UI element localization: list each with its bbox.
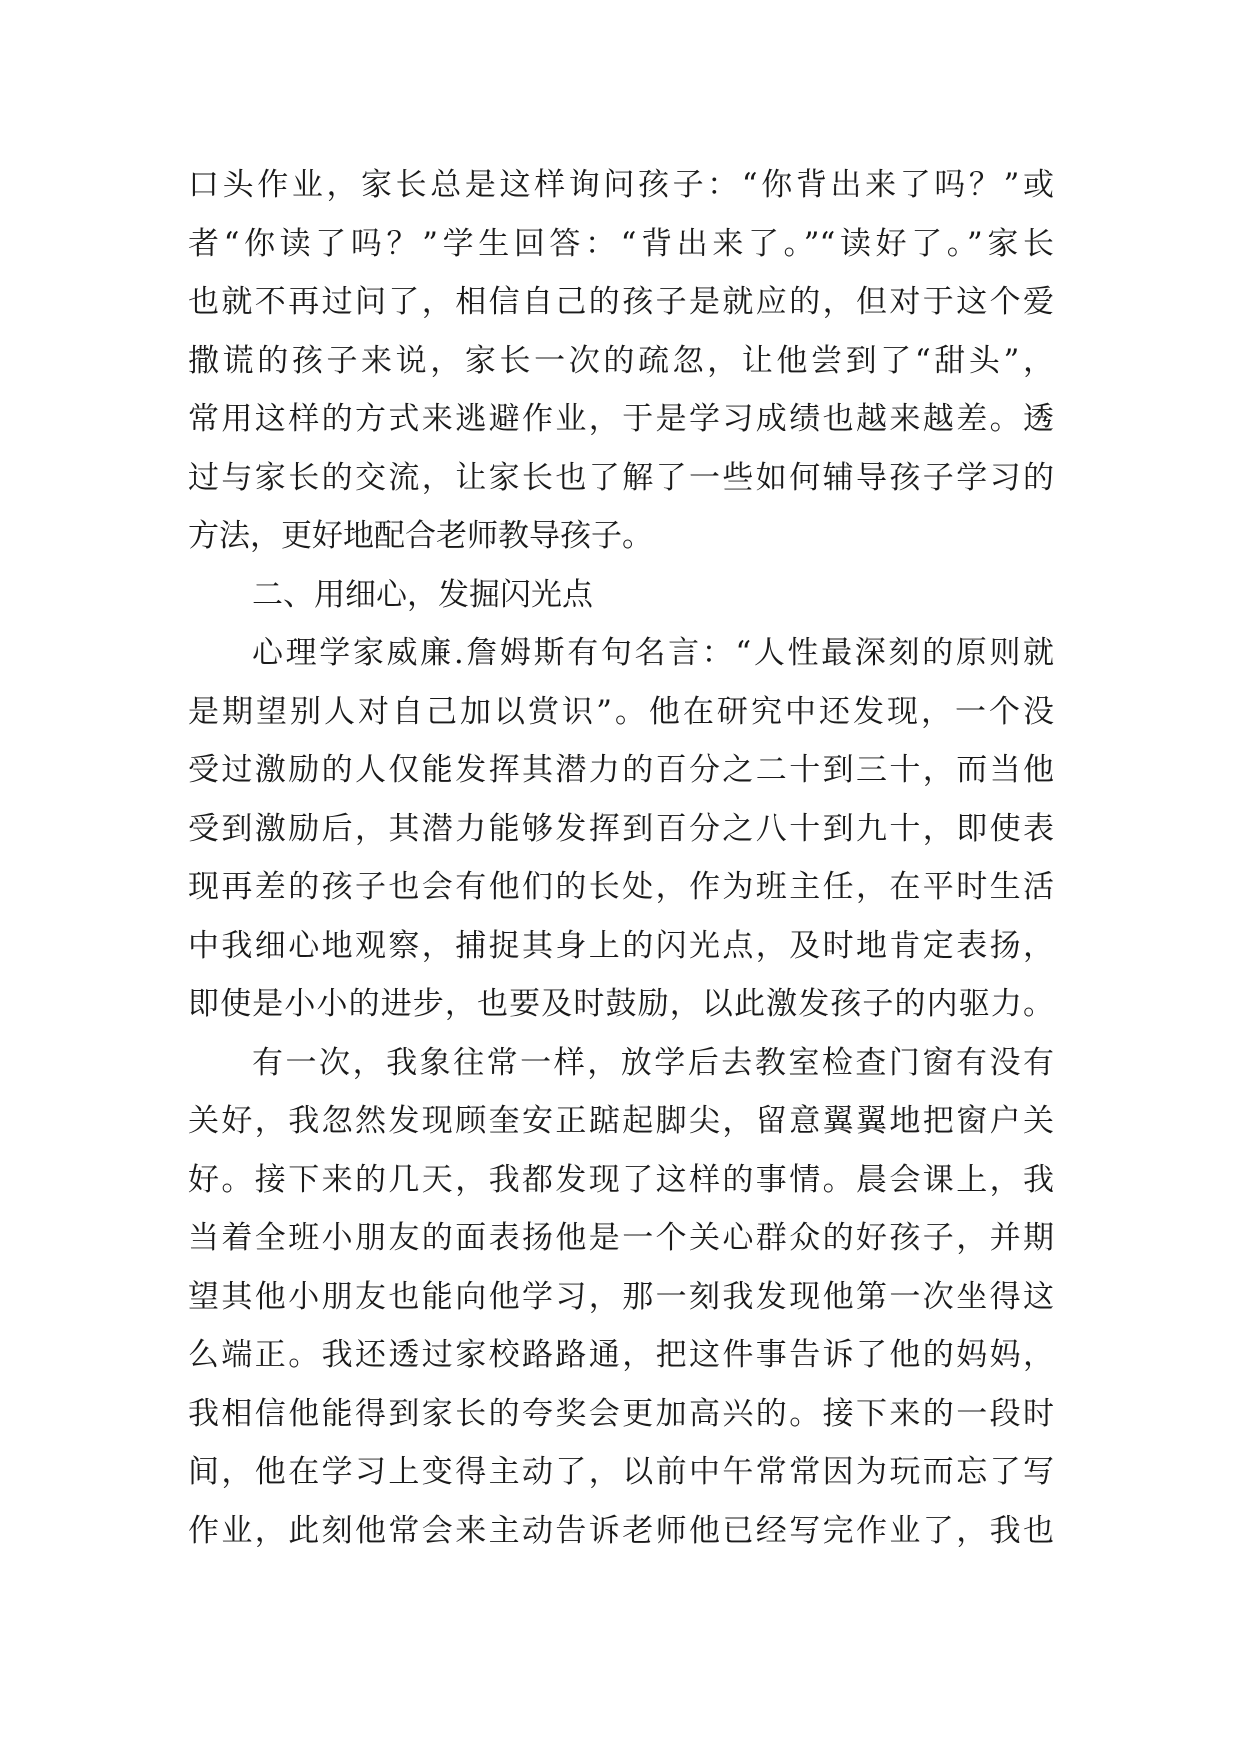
- text-line: 么端正。我还透过家校路路通，把这件事告诉了他的妈妈，: [188, 1337, 1054, 1373]
- text-line: 是期望别人对自己加以赏识”。他在研究中还发现，一个没: [188, 693, 1054, 730]
- text-line: 口头作业，家长总是这样询问孩子：“你背出来了吗？”或: [188, 167, 1054, 203]
- text-line: 当着全班小朋友的面表扬他是一个关心群众的好孩子，并期: [188, 1220, 1054, 1256]
- text-line: 好。接下来的几天，我都发现了这样的事情。晨会课上，我: [188, 1161, 1054, 1198]
- text-line: 也就不再过问了，相信自己的孩子是就应的，但对于这个爱: [188, 284, 1054, 320]
- text-line: 常用这样的方式来逃避作业，于是学习成绩也越来越差。透: [188, 401, 1054, 437]
- body-text: [188, 156, 1054, 1560]
- text-line: 有一次，我象往常一样，放学后去教室检查门窗有没有: [252, 1044, 1054, 1081]
- text-line: 撒谎的孩子来说，家长一次的疏忽，让他尝到了“甜头”，: [188, 342, 1054, 379]
- text-line: 受到激励后，其潜力能够发挥到百分之八十到九十，即使表: [188, 810, 1054, 847]
- text-line: 即使是小小的进步，也要及时鼓励，以此激发孩子的内驱力。: [188, 986, 1054, 1022]
- text-line: 过与家长的交流，让家长也了解了一些如何辅导孩子学习的: [188, 459, 1054, 496]
- text-line: 关好，我忽然发现顾奎安正踮起脚尖，留意翼翼地把窗户关: [188, 1103, 1054, 1139]
- text-line: 心理学家威廉.詹姆斯有句名言：“人性最深刻的原则就: [252, 635, 1054, 671]
- text-line: 受过激励的人仅能发挥其潜力的百分之二十到三十，而当他: [188, 752, 1054, 788]
- text-line: 望其他小朋友也能向他学习，那一刻我发现他第一次坐得这: [188, 1278, 1054, 1315]
- text-line: 中我细心地观察，捕捉其身上的闪光点，及时地肯定表扬，: [188, 927, 1054, 964]
- text-line: 间，他在学习上变得主动了，以前中午常常因为玩而忘了写: [188, 1454, 1054, 1490]
- text-line: 方法，更好地配合老师教导孩子。: [188, 518, 653, 554]
- section-heading: 二、用细心，发掘闪光点: [252, 576, 593, 613]
- text-line: 现再差的孩子也会有他们的长处，作为班主任，在平时生活: [188, 869, 1054, 905]
- text-line: 者“你读了吗？”学生回答：“背出来了。”“读好了。”家长: [188, 225, 1054, 262]
- text-line: 我相信他能得到家长的夸奖会更加高兴的。接下来的一段时: [188, 1395, 1054, 1432]
- text-line: 作业，此刻他常会来主动告诉老师他已经写完作业了，我也: [188, 1512, 1054, 1549]
